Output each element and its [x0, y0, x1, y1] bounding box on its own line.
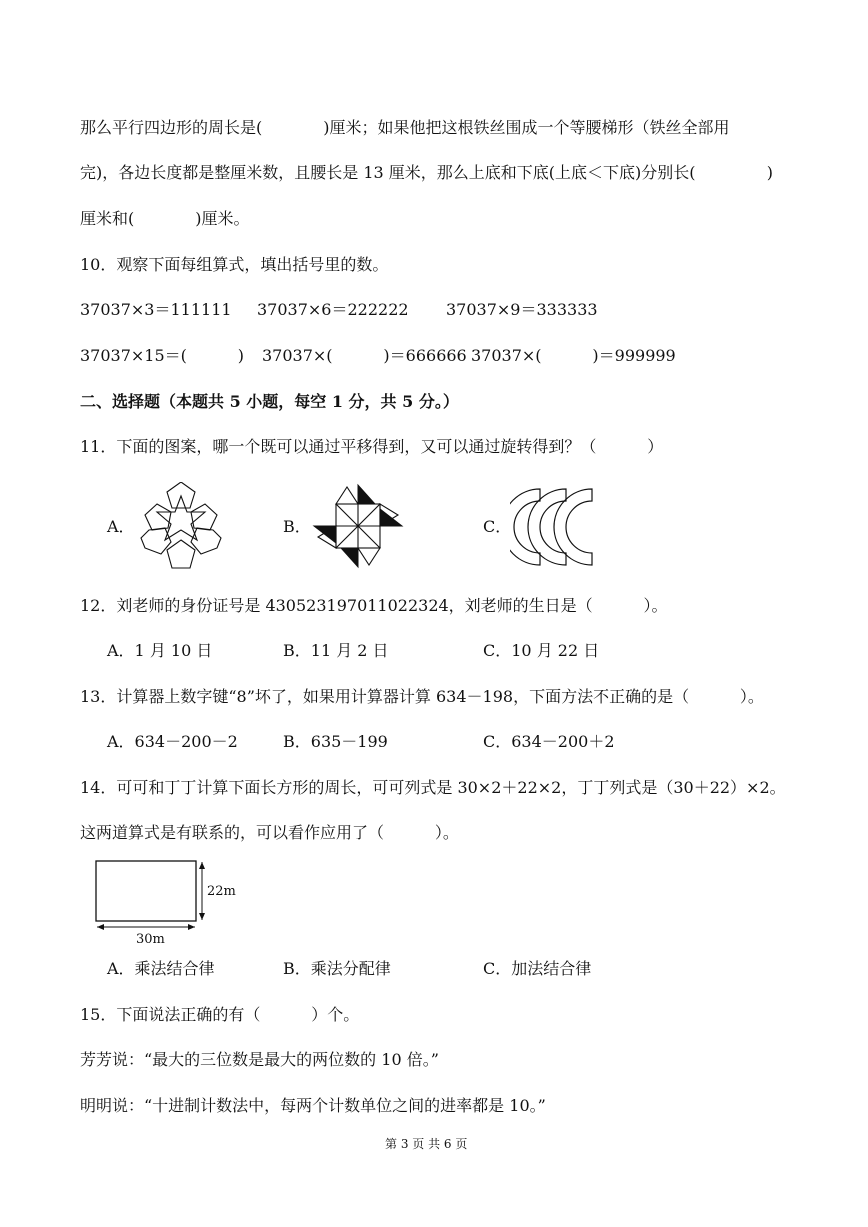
- rectangle-diagram: [88, 855, 248, 947]
- q14-option-a: A．乘法结合律: [107, 959, 215, 978]
- q12-option-b: B．11 月 2 日: [283, 641, 389, 660]
- q14-line2: 这两道算式是有联系的，可以看作应用了（ ）。: [80, 823, 459, 842]
- q10-title: 10．观察下面每组算式，填出括号里的数。: [80, 255, 389, 274]
- q10-eq5: 37037×( )＝666666: [262, 346, 467, 365]
- pentagon-ring-figure: [135, 482, 227, 570]
- rect-width-label: 30m: [136, 932, 165, 947]
- q9-line3: 厘米和( )厘米。: [80, 209, 250, 228]
- q12-question: 12．刘老师的身份证号是 430523197011022324，刘老师的生日是（ ）。: [80, 596, 668, 615]
- q11-question: 11．下面的图案，哪一个既可以通过平移得到，又可以通过旋转得到？（ ）: [80, 437, 664, 456]
- q12-option-c: C．10 月 22 日: [483, 641, 600, 660]
- q11-option-c-label: C．: [483, 517, 512, 536]
- q13-option-b: B．635－199: [283, 732, 388, 751]
- q10-eq6: 37037×( )＝999999: [471, 346, 676, 365]
- q13-option-c: C．634－200＋2: [483, 732, 615, 751]
- half-rings-figure: [510, 487, 602, 567]
- section-title: 二、选择题（本题共 5 小题，每空 1 分，共 5 分。）: [80, 392, 459, 411]
- q14-option-c: C．加法结合律: [483, 959, 592, 978]
- q15-question: 15．下面说法正确的有（ ）个。: [80, 1005, 360, 1024]
- q14-option-b: B．乘法分配律: [283, 959, 391, 978]
- rect-height-label: 22m: [207, 884, 236, 899]
- page-footer: 第 3 页 共 6 页: [385, 1137, 468, 1151]
- q12-option-a: A．1 月 10 日: [107, 641, 213, 660]
- q10-eq2: 37037×6＝222222: [257, 300, 409, 319]
- q9-line2: 完)，各边长度都是整厘米数，且腰长是 13 厘米，那么上底和下底(上底＜下底)分别长( ): [80, 163, 773, 182]
- q10-eq3: 37037×9＝333333: [446, 300, 598, 319]
- q10-eq1: 37037×3＝111111: [80, 300, 232, 319]
- q13-question: 13．计算器上数字键“8”坏了，如果用计算器计算 634－198，下面方法不正确的是（ ）。: [80, 687, 764, 706]
- q11-option-a-label: A．: [107, 517, 135, 536]
- q15-statement-2: 明明说：“十进制计数法中，每两个计数单位之间的进率都是 10。”: [80, 1096, 546, 1115]
- q15-statement-1: 芳芳说：“最大的三位数是最大的两位数的 10 倍。”: [80, 1050, 439, 1069]
- q13-option-a: A．634－200－2: [107, 732, 238, 751]
- pinwheel-figure: [312, 483, 404, 569]
- rectangle-shape: [96, 861, 196, 921]
- q10-eq4: 37037×15＝( ): [80, 346, 245, 365]
- q11-option-b-label: B．: [283, 517, 311, 536]
- q14-line1: 14．可可和丁丁计算下面长方形的周长，可可列式是 30×2＋22×2，丁丁列式是（30＋22）×2。: [80, 778, 786, 797]
- q9-line1: 那么平行四边形的周长是( )厘米；如果他把这根铁丝围成一个等腰梯形（铁丝全部用: [80, 118, 730, 137]
